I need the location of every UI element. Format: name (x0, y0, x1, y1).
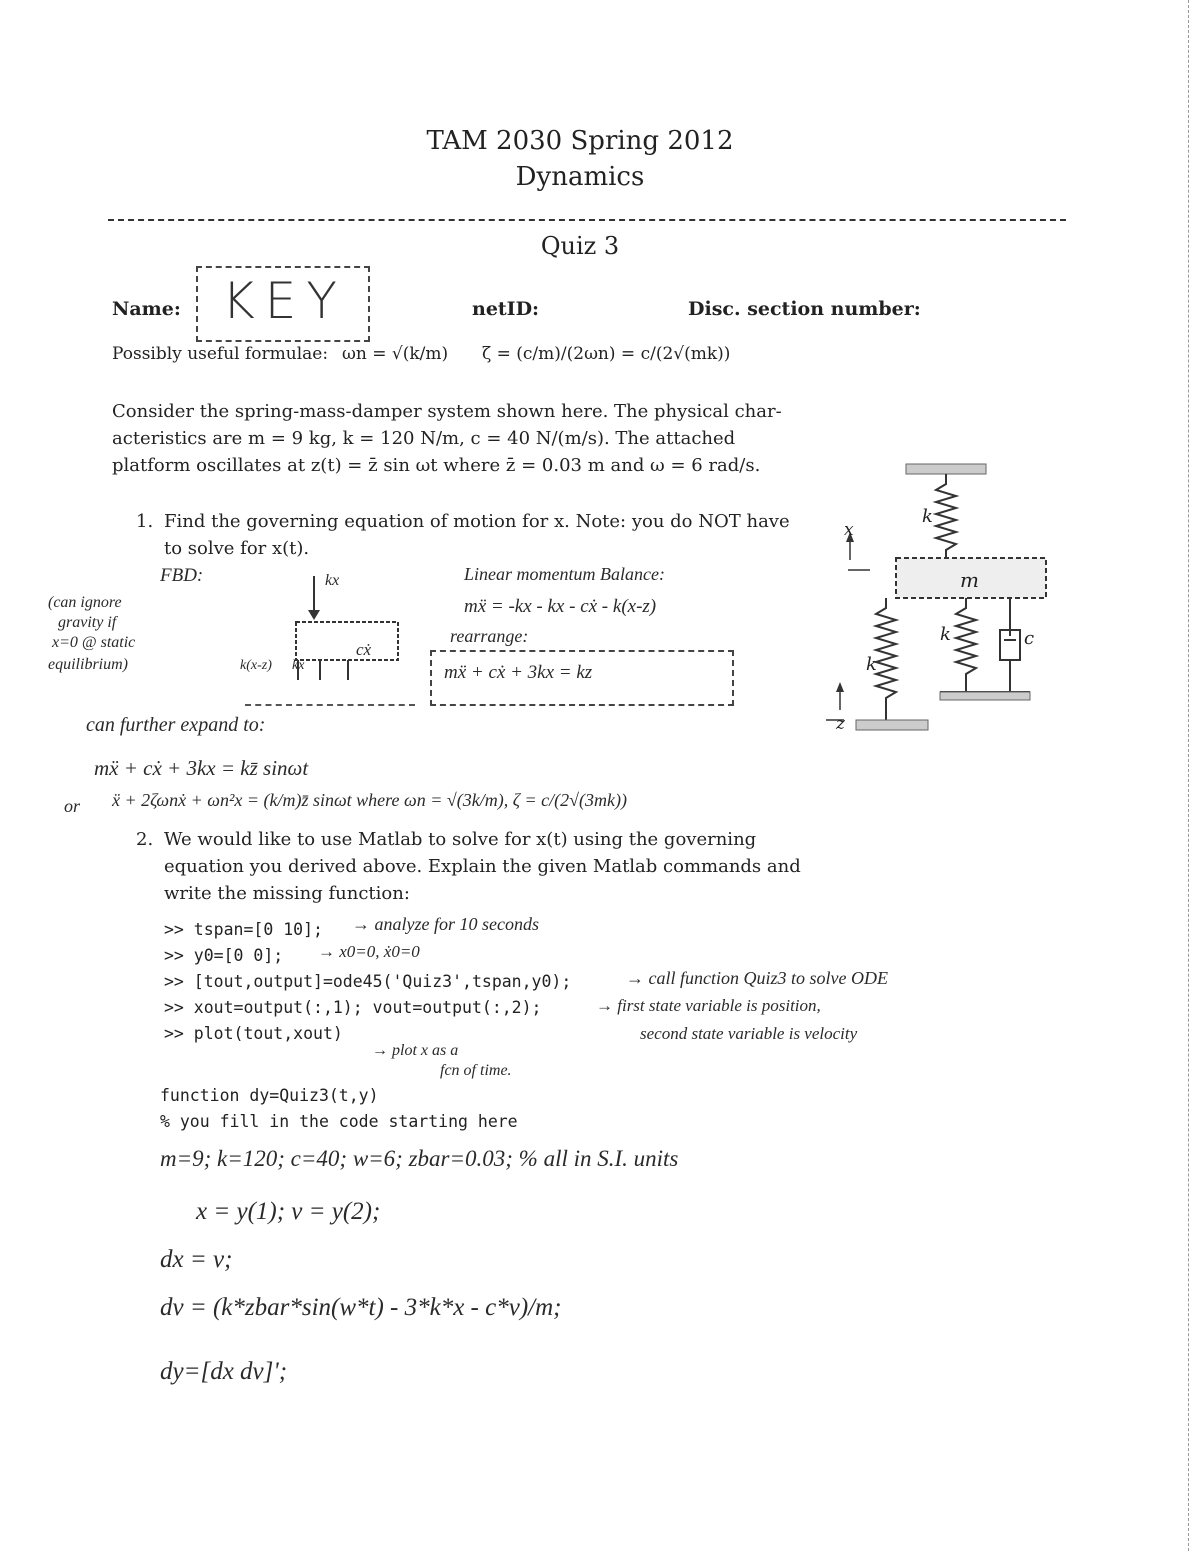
q2-text-1: We would like to use Matlab to solve for x(t) using the governing (164, 829, 757, 850)
figure-label-c: c (1024, 628, 1035, 649)
or-label: or (64, 796, 81, 816)
q2-number: 2. (136, 829, 154, 850)
matlab-note-5b: fcn of time. (440, 1062, 512, 1079)
q1-text-2: to solve for x(t). (164, 538, 310, 559)
fbd-force-bottom-left: k(x-z) (240, 658, 272, 673)
q2-text-3: write the missing function: (164, 883, 410, 904)
figure-label-m: m (960, 568, 979, 592)
q1-number: 1. (136, 511, 154, 532)
zeta-formula: ζ = (c/m)/(2ωn) = c/(2√(mk)) (482, 344, 731, 364)
lmb-label: Linear momentum Balance: (464, 564, 665, 584)
expand-label: can further expand to: (86, 714, 266, 736)
expand-equation-2: ẍ + 2ζωnẋ + ωn²x = (k/m)z̄ sinωt where ωn = √(3k/m), ζ = c/(2√(3mk)) (112, 790, 627, 810)
lmb-equation: mẍ = -kx - kx - cẋ - k(x-z) (464, 596, 657, 617)
matlab-note-4b: second state variable is velocity (640, 1024, 858, 1043)
fbd-force-bottom-mid: kx (292, 658, 305, 673)
code-line-2: x = y(1); v = y(2); (196, 1198, 381, 1225)
matlab-note-5a: → plot x as a (372, 1042, 459, 1059)
fbd-force-bottom-right: cẋ (356, 640, 372, 659)
course-title: TAM 2030 Spring 2012 (426, 126, 734, 156)
figure-label-k-right: k (940, 624, 951, 645)
quiz-title: Quiz 3 (540, 232, 620, 260)
matlab-note-1: → analyze for 10 seconds (352, 914, 539, 934)
name-value: KEY (222, 272, 347, 330)
matlab-cmd-3: >> [tout,output]=ode45('Quiz3',tspan,y0); (164, 972, 572, 991)
netid-label: netID: (472, 298, 540, 320)
fbd-force-top: kx (325, 572, 340, 589)
code-line-5: dy=[dx dv]'; (160, 1358, 288, 1385)
formulae-label: Possibly useful formulae: (112, 344, 329, 364)
figure-label-k-top: k (922, 506, 933, 527)
code-line-1: m=9; k=120; c=40; w=6; zbar=0.03; % all in S.I. units (160, 1146, 679, 1171)
fbd-underline (245, 704, 415, 706)
matlab-cmd-5: >> plot(tout,xout) (164, 1024, 343, 1043)
header-divider (108, 219, 1066, 221)
matlab-cmd-2: >> y0=[0 0]; (164, 946, 284, 965)
gravity-note-3: x=0 @ static (52, 634, 136, 651)
matlab-function-decl: function dy=Quiz3(t,y) (160, 1086, 379, 1105)
matlab-cmd-4: >> xout=output(:,1); vout=output(:,2); (164, 998, 542, 1017)
subject-title: Dynamics (515, 162, 645, 192)
code-line-4: dv = (k*zbar*sin(w*t) - 3*k*x - c*v)/m; (160, 1294, 562, 1321)
intro-line-1: Consider the spring-mass-damper system shown here. The physical char- (112, 401, 782, 422)
gravity-note-4: equilibrium) (48, 656, 128, 673)
intro-line-3: platform oscillates at z(t) = z̄ sin ωt where z̄ = 0.03 m and ω = 6 rad/s. (112, 455, 761, 476)
matlab-note-2: → x0=0, ẋ0=0 (318, 942, 420, 961)
matlab-note-4a: → first state variable is position, (596, 996, 821, 1015)
gravity-note-1: (can ignore (48, 594, 122, 611)
q1-result: mẍ + cẋ + 3kx = kz (444, 662, 593, 683)
figure-label-x: x (844, 520, 854, 540)
expand-equation-1: mẍ + cẋ + 3kx = kz̄ sinωt (94, 756, 309, 780)
matlab-function-comment: % you fill in the code starting here (160, 1112, 518, 1131)
rearrange-label: rearrange: (450, 626, 529, 646)
gravity-note-2: gravity if (58, 614, 117, 631)
matlab-note-3: → call function Quiz3 to solve ODE (626, 968, 888, 988)
q1-text-1: Find the governing equation of motion for x. Note: you do NOT have (164, 511, 790, 532)
name-label: Name: (112, 298, 181, 320)
matlab-cmd-1: >> tspan=[0 10]; (164, 920, 323, 939)
figure-label-k-left: k (866, 654, 877, 675)
fbd-label: FBD: (160, 565, 204, 586)
intro-line-2: acteristics are m = 9 kg, k = 120 N/m, c = 40 N/(m/s). The attached (112, 428, 736, 449)
section-label: Disc. section number: (688, 298, 921, 320)
omega-n-formula: ωn = √(k/m) (342, 344, 449, 364)
code-line-3: dx = v; (160, 1246, 233, 1273)
figure-label-z: z (836, 714, 845, 734)
q2-text-2: equation you derived above. Explain the given Matlab commands and (164, 856, 801, 877)
scan-edge (1188, 0, 1189, 1551)
